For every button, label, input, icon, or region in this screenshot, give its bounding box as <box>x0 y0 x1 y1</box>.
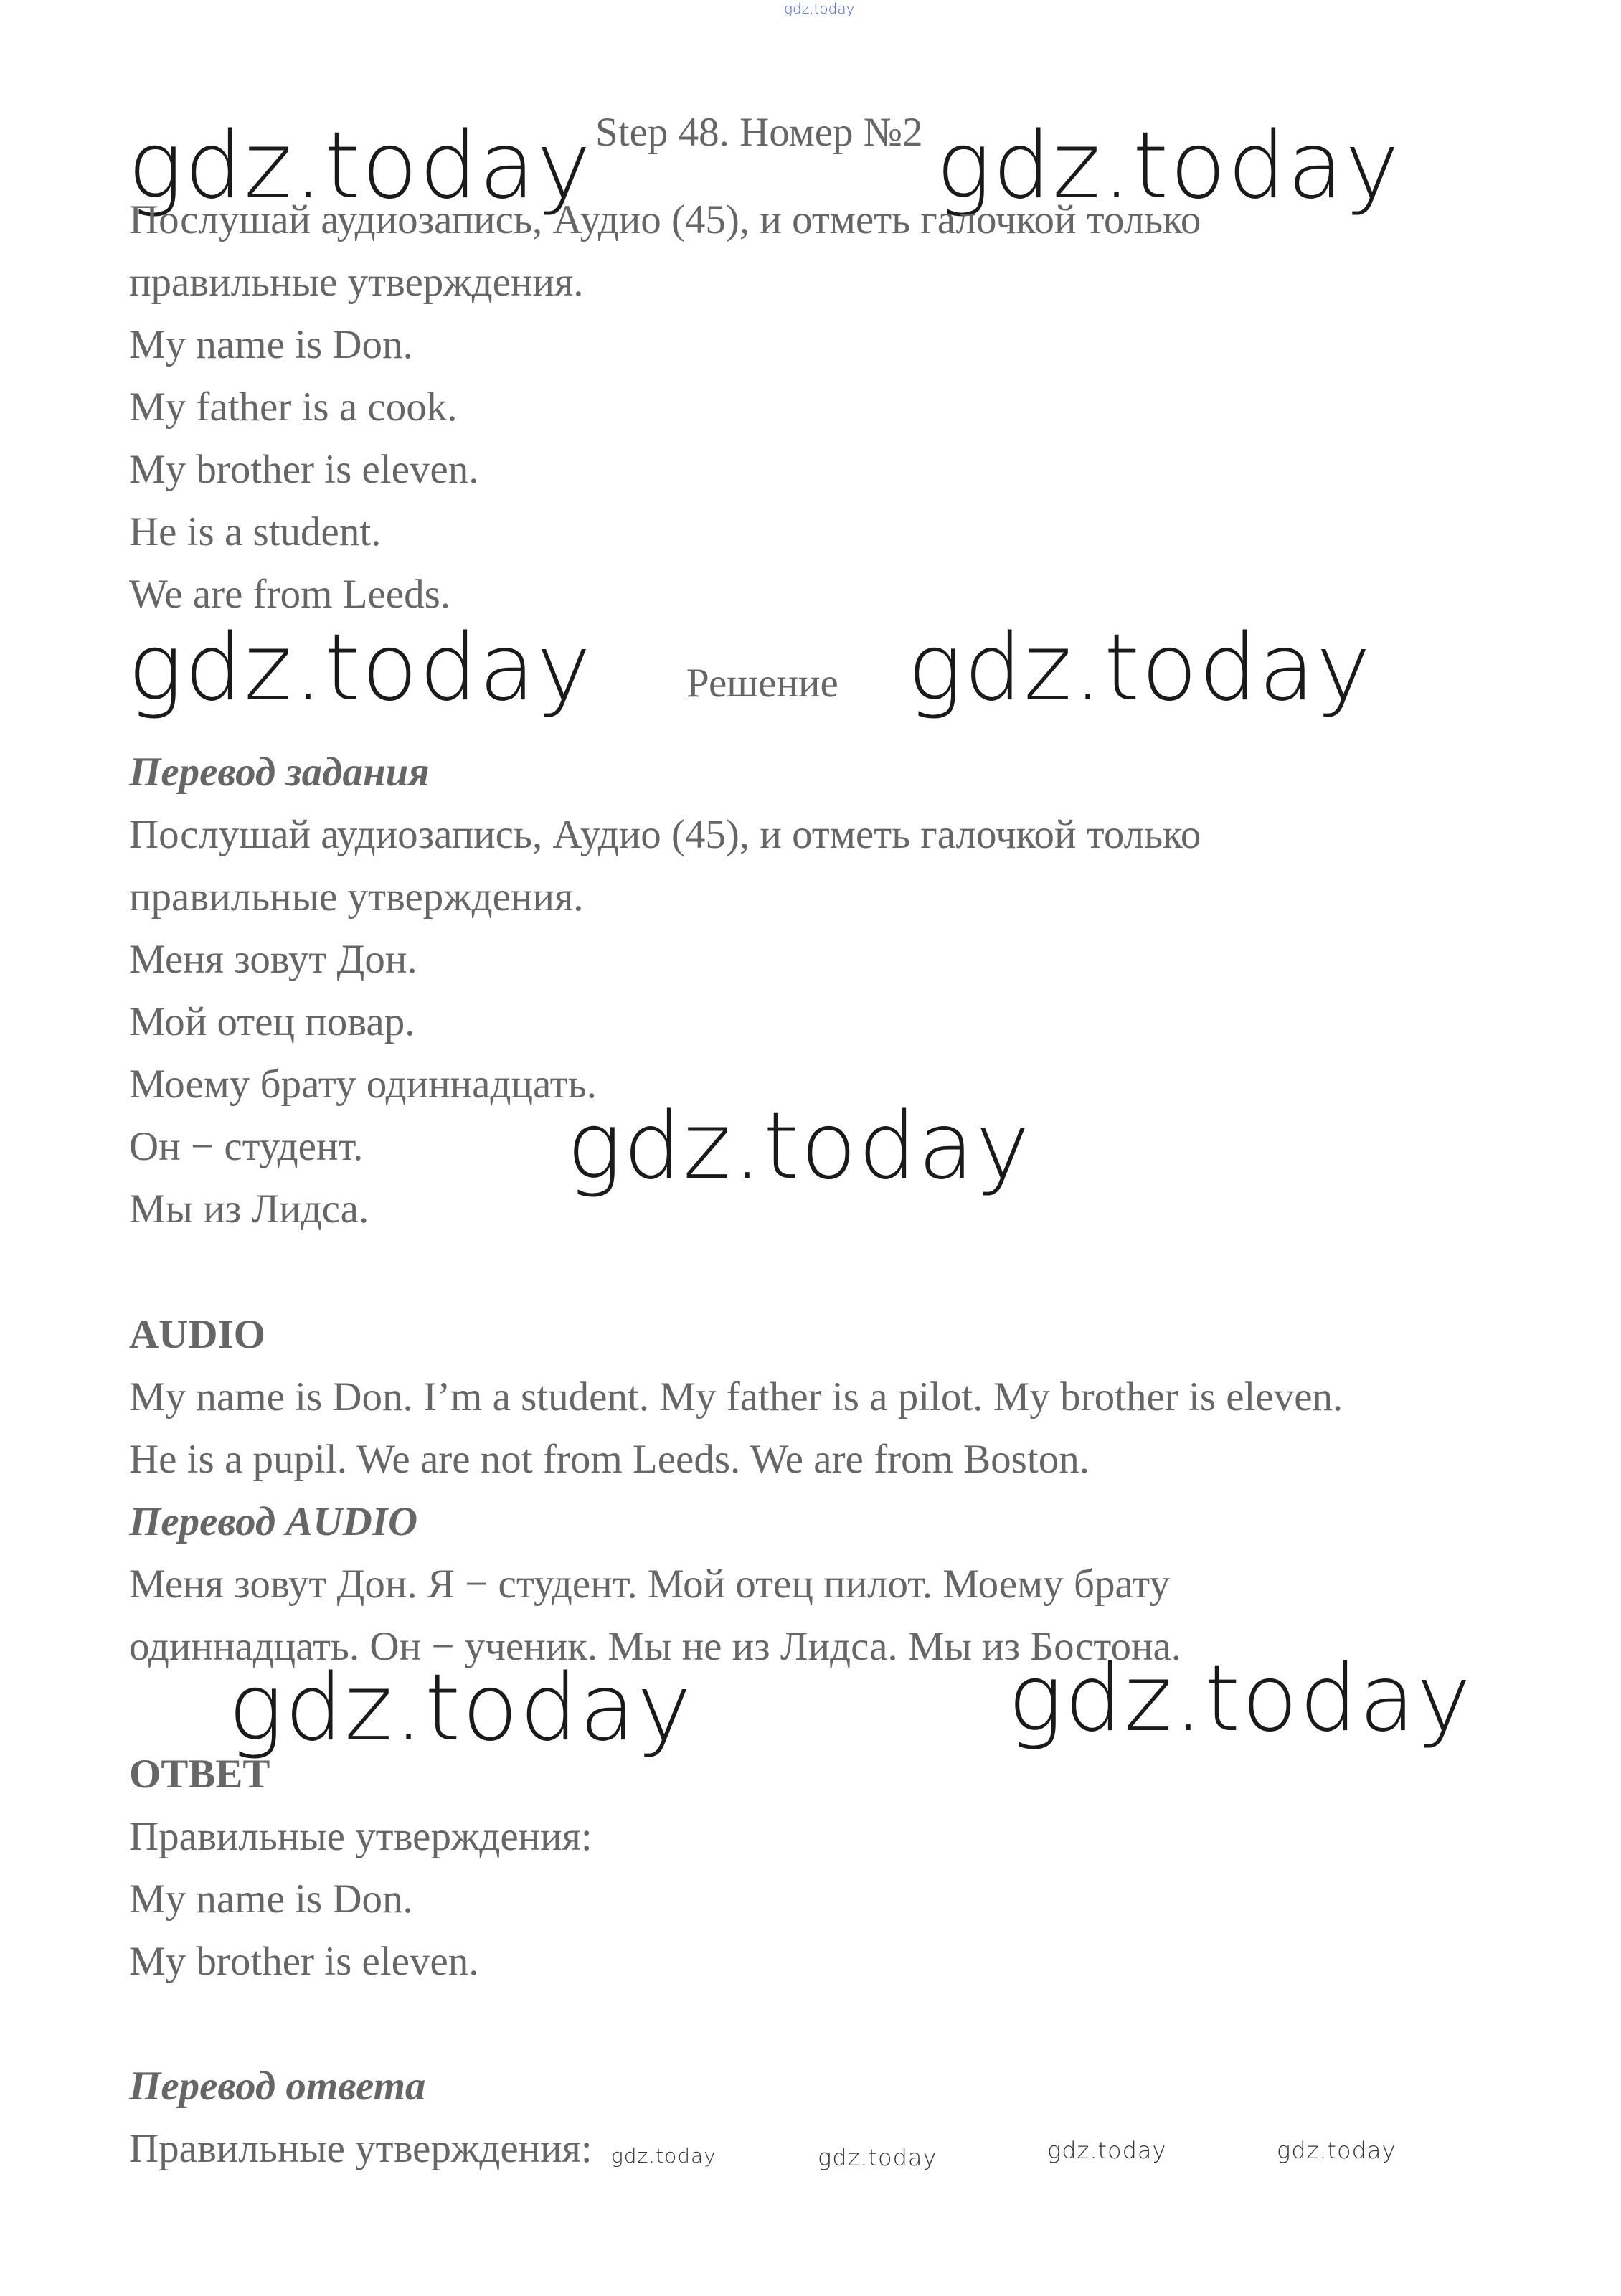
audio-line: My name is Don. I’m a student. My father is a pilot. My brother is eleven. <box>129 1374 1343 1419</box>
task-translation-statement: Моему брату одиннадцать. <box>129 1062 597 1107</box>
task-statement: We are from Leeds. <box>129 572 451 617</box>
answer-translation-heading: Перевод ответа <box>129 2064 426 2109</box>
audio-line: He is a pupil. We are not from Leeds. We are from Boston. <box>129 1437 1090 1482</box>
watermark: gdz.today <box>128 615 592 722</box>
task-translation-statement: Меня зовут Дон. <box>129 937 417 982</box>
task-translation-instruction-line: Послушай аудиозапись, Аудио (45), и отметь галочкой только <box>129 812 1201 857</box>
answer-heading: ОТВЕТ <box>129 1752 270 1797</box>
watermark-small: gdz.today <box>818 2144 937 2171</box>
watermark: gdz.today <box>936 113 1401 219</box>
watermark: gdz.today <box>1008 1645 1473 1752</box>
task-translation-statement: Мы из Лидса. <box>129 1186 369 1232</box>
watermark: gdz.today <box>907 615 1372 722</box>
watermark-small: gdz.today <box>1047 2137 1167 2164</box>
answer-statement: My brother is eleven. <box>129 1939 479 1984</box>
task-instruction-line: Послушай аудиозапись, Аудио (45), и отметь галочкой только <box>129 197 1201 242</box>
task-translation-heading: Перевод задания <box>129 750 430 795</box>
watermark-small: gdz.today <box>1277 2137 1396 2164</box>
task-translation-statement: Он − студент. <box>129 1124 364 1169</box>
audio-translation-line: Меня зовут Дон. Я − студент. Мой отец пилот. Моему брату <box>129 1562 1170 1607</box>
audio-heading: AUDIO <box>129 1312 266 1357</box>
watermark: gdz.today <box>567 1093 1031 1200</box>
watermark-top: gdz.today <box>784 0 855 17</box>
watermark: gdz.today <box>228 1655 693 1762</box>
audio-translation-heading: Перевод AUDIO <box>129 1499 418 1544</box>
task-statement: My father is a cook. <box>129 384 458 430</box>
task-statement: My brother is eleven. <box>129 447 479 492</box>
answer-label: Правильные утверждения: <box>129 1814 592 1859</box>
watermark-small: gdz.today <box>611 2144 717 2168</box>
task-statement: He is a student. <box>129 509 382 554</box>
answer-statement: My name is Don. <box>129 1876 413 1922</box>
page-title: Step 48. Номер №2 <box>595 110 923 155</box>
audio-translation-line: одиннадцать. Он − ученик. Мы не из Лидса. Мы из Бостона. <box>129 1624 1182 1669</box>
task-translation-statement: Мой отец повар. <box>129 999 415 1044</box>
task-statement: My name is Don. <box>129 322 413 367</box>
task-translation-instruction-line: правильные утверждения. <box>129 874 584 920</box>
answer-translation-label: Правильные утверждения: <box>129 2126 592 2171</box>
watermark: gdz.today <box>128 113 592 219</box>
solution-label: Решение <box>686 661 838 706</box>
task-instruction-line: правильные утверждения. <box>129 260 584 305</box>
